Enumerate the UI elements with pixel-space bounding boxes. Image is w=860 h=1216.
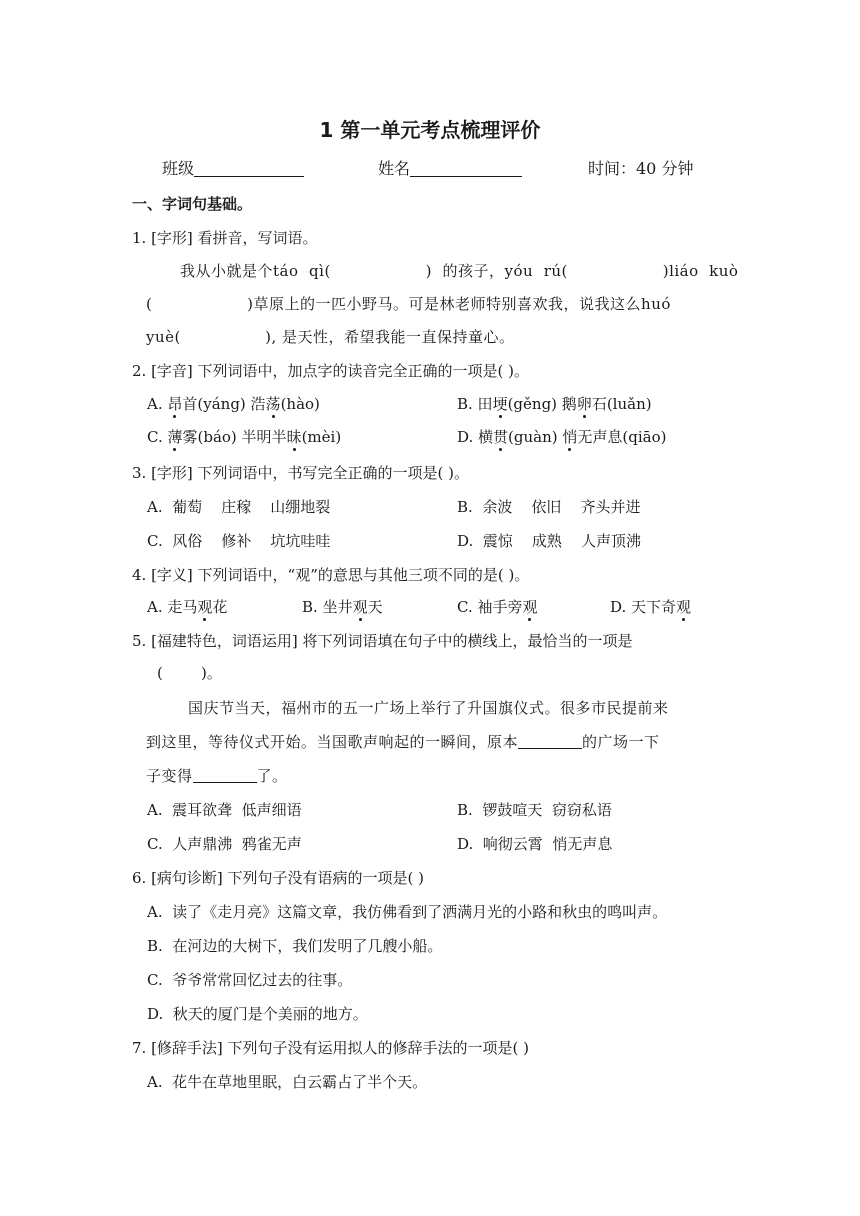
name-blank[interactable] [410, 160, 522, 177]
q4-option-d[interactable]: D. 天下奇观 [610, 598, 692, 616]
q3-stem: 3. [字形] 下列词语中，书写完全正确的一项是( )。 [132, 464, 470, 482]
q1-stem: 1. [字形] 看拼音，写词语。 [132, 229, 318, 247]
name-field [378, 156, 522, 179]
q2-option-a[interactable]: A. 昂首(yáng) 浩荡(hào) [147, 395, 320, 413]
q3-option-a[interactable]: A. 葡萄 庄稼 山绷地裂 [147, 498, 331, 516]
q4-option-a[interactable]: A. 走马观花 [147, 598, 228, 616]
q7-option-a[interactable]: A. 花牛在草地里眠，白云霸占了半个天。 [147, 1073, 428, 1091]
q4-stem: 4. [字义] 下列词语中，“观”的意思与其他三项不同的是( )。 [132, 566, 530, 584]
q5-passage-line1: 国庆节当天，福州市的五一广场上举行了升国旗仪式。很多市民提前来 [188, 699, 669, 717]
q5-stem: 5. [福建特色，词语运用] 将下列词语填在句子中的横线上，最恰当的一项是 [132, 632, 633, 650]
q6-option-b[interactable]: B. 在河边的大树下，我们发明了几艘小船。 [147, 937, 443, 955]
q5-option-d[interactable]: D. 响彻云霄 悄无声息 [457, 835, 613, 853]
q5-option-c[interactable]: C. 人声鼎沸 鸦雀无声 [147, 835, 302, 853]
q6-stem: 6. [病句诊断] 下列句子没有语病的一项是( ) [132, 869, 425, 887]
q1-line1: 我从小就是个táo qì( ) 的孩子，yóu rú( )liáo kuò [180, 262, 739, 280]
q1-line2: ( )草原上的一匹小野马。可是林老师特别喜欢我，说我这么huó [146, 295, 671, 313]
q5-passage-line2: 到这里，等待仪式开始。当国歌声响起的一瞬间，原本 的广场一下 [146, 733, 660, 751]
class-blank[interactable] [194, 160, 304, 177]
class-label: 班级 [162, 159, 195, 178]
q4-option-b[interactable]: B. 坐井观天 [302, 598, 383, 616]
q5-option-b[interactable]: B. 锣鼓喧天 窃窃私语 [457, 801, 612, 819]
q6-option-c[interactable]: C. 爷爷常常回忆过去的往事。 [147, 971, 353, 989]
q7-stem: 7. [修辞手法] 下列句子没有运用拟人的修辞手法的一项是( ) [132, 1039, 530, 1057]
section-heading: 一、字词句基础。 [132, 195, 253, 213]
time-label: 时间：40 分钟 [588, 159, 694, 178]
q2-stem: 2. [字音] 下列词语中，加点字的读音完全正确的一项是( )。 [132, 362, 530, 380]
name-label: 姓名 [378, 159, 411, 178]
q2-option-d[interactable]: D. 横贯(guàn) 悄无声息(qiāo) [457, 428, 667, 446]
q2-option-c[interactable]: C. 薄雾(báo) 半明半昧(mèi) [147, 428, 342, 446]
q5-blank-2[interactable] [193, 768, 257, 783]
q3-option-d[interactable]: D. 震惊 成熟 人声顶沸 [457, 532, 641, 550]
q5-option-a[interactable]: A. 震耳欲聋 低声细语 [147, 801, 302, 819]
page-title: 1 第一单元考点梳理评价 [319, 118, 541, 142]
q5-stem-cont: ( )。 [157, 664, 222, 682]
class-field [162, 156, 304, 179]
q5-blank-1[interactable] [518, 734, 582, 749]
q6-option-a[interactable]: A. 读了《走月亮》这篇文章，我仿佛看到了洒满月光的小路和秋虫的鸣叫声。 [147, 903, 668, 921]
q1-line3: yuè( ), 是天性，希望我能一直保持童心。 [146, 328, 515, 346]
q4-option-c[interactable]: C. 袖手旁观 [457, 598, 538, 616]
q2-option-b[interactable]: B. 田埂(gěng) 鹅卵石(luǎn) [457, 395, 652, 413]
q5-passage-line3: 子变得 了。 [146, 767, 288, 785]
q6-option-d[interactable]: D. 秋天的厦门是个美丽的地方。 [147, 1005, 368, 1023]
q3-option-b[interactable]: B. 余波 依旧 齐头并进 [457, 498, 641, 516]
q3-option-c[interactable]: C. 风俗 修补 坑坑哇哇 [147, 532, 331, 550]
